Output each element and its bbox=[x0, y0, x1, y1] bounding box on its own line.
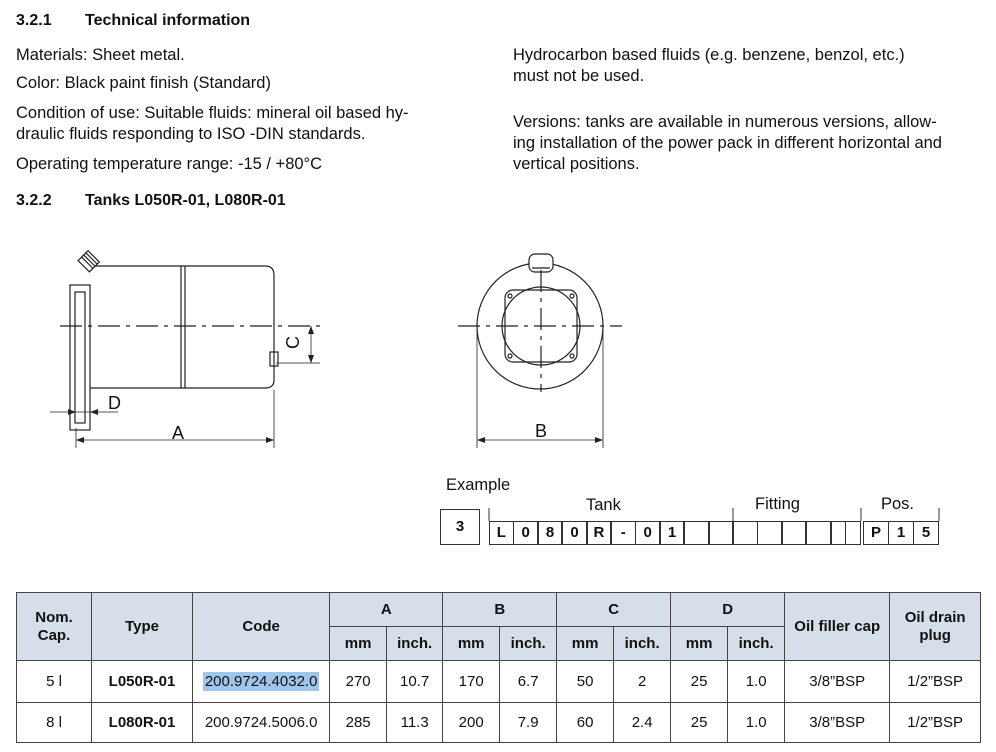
cell-d-inch: 1.0 bbox=[728, 703, 785, 743]
cell-a-mm: 285 bbox=[330, 703, 387, 743]
versions-text-line1: Versions: tanks are available in numerous versions, allow- bbox=[513, 113, 937, 131]
cell-b-inch: 6.7 bbox=[500, 661, 557, 703]
code-char-box: L bbox=[489, 521, 514, 545]
versions-text-line3: vertical positions. bbox=[513, 155, 640, 173]
condition-text-line1: Condition of use: Suitable fluids: mineral oil based hy- bbox=[16, 104, 409, 122]
cell-c-inch: 2 bbox=[614, 661, 671, 703]
section-number: 3.2.1 bbox=[16, 12, 52, 29]
example-title: Example bbox=[446, 476, 511, 494]
code-char-box bbox=[806, 521, 831, 545]
versions-text-line2: ing installation of the power pack in different horizontal and bbox=[513, 134, 942, 152]
dimension-d-label: D bbox=[108, 393, 121, 413]
header-a-mm: mm bbox=[330, 627, 387, 661]
cell-c-inch: 2.4 bbox=[614, 703, 671, 743]
section-title: Technical information bbox=[85, 12, 251, 29]
cell-code[interactable]: 200.9724.5006.0 bbox=[193, 703, 330, 743]
code-char-box: - bbox=[611, 521, 636, 545]
code-char-box: P bbox=[863, 521, 889, 545]
cell-oil-filler: 3/8”BSP bbox=[785, 661, 890, 703]
tank-spec-table bbox=[16, 592, 981, 743]
header-c-mm: mm bbox=[557, 627, 614, 661]
temperature-text: Operating temperature range: -15 / +80°C bbox=[16, 155, 323, 173]
code-char-box: 0 bbox=[635, 521, 660, 545]
header-b-inch: inch. bbox=[500, 627, 557, 661]
header-b: B bbox=[443, 593, 557, 627]
fitting-label: Fitting bbox=[755, 495, 800, 513]
cell-a-inch: 10.7 bbox=[387, 661, 443, 703]
code-char-box bbox=[845, 521, 861, 545]
header-c: C bbox=[557, 593, 671, 627]
cell-d-mm: 25 bbox=[671, 703, 728, 743]
code-char-box bbox=[684, 521, 709, 545]
cell-c-mm: 50 bbox=[557, 661, 614, 703]
example-first-box: 3 bbox=[440, 509, 480, 545]
header-type: Type bbox=[92, 593, 193, 661]
cell-d-mm: 25 bbox=[671, 661, 728, 703]
header-d-mm: mm bbox=[671, 627, 728, 661]
code-char-box: 5 bbox=[913, 521, 939, 545]
header-d-inch: inch. bbox=[728, 627, 785, 661]
section2-number: 3.2.2 bbox=[16, 192, 52, 209]
cell-b-mm: 200 bbox=[443, 703, 500, 743]
hydrocarbon-text-line2: must not be used. bbox=[513, 67, 645, 85]
tank-front-view-drawing bbox=[450, 240, 630, 450]
code-char-box: R bbox=[587, 521, 612, 545]
cell-a-inch: 11.3 bbox=[387, 703, 443, 743]
cell-a-mm: 270 bbox=[330, 661, 387, 703]
color-text: Color: Black paint finish (Standard) bbox=[16, 74, 271, 92]
table-row bbox=[17, 703, 981, 743]
tank-body-shape bbox=[90, 266, 274, 388]
cell-cap: 8 l bbox=[17, 703, 92, 743]
pos-label: Pos. bbox=[881, 495, 915, 513]
dimension-b-label: B bbox=[535, 421, 548, 441]
header-oil-drain-plug: Oil drain plug bbox=[890, 593, 981, 661]
tank-side-view-drawing bbox=[0, 240, 330, 455]
cell-b-inch: 7.9 bbox=[500, 703, 557, 743]
materials-text: Materials: Sheet metal. bbox=[16, 46, 185, 64]
dimension-a-label: A bbox=[172, 423, 185, 443]
dimension-c-label: C bbox=[283, 336, 303, 349]
code-char-box bbox=[757, 521, 782, 545]
code-char-box bbox=[709, 521, 734, 545]
cell-oil-filler: 3/8”BSP bbox=[785, 703, 890, 743]
code-char-box bbox=[733, 521, 758, 545]
cell-c-mm: 60 bbox=[557, 703, 614, 743]
cell-oil-drain: 1/2”BSP bbox=[890, 661, 981, 703]
tank-label: Tank bbox=[586, 496, 621, 514]
cell-type: L080R-01 bbox=[92, 703, 193, 743]
code-char-box: 1 bbox=[660, 521, 685, 545]
code-char-box: 0 bbox=[513, 521, 538, 545]
code-char-box: 8 bbox=[538, 521, 563, 545]
cell-cap: 5 l bbox=[17, 661, 92, 703]
header-code: Code bbox=[193, 593, 330, 661]
cell-b-mm: 170 bbox=[443, 661, 500, 703]
cell-oil-drain: 1/2”BSP bbox=[890, 703, 981, 743]
header-a: A bbox=[330, 593, 443, 627]
header-oil-filler-cap: Oil filler cap bbox=[785, 593, 890, 661]
code-text-highlighted[interactable]: 200.9724.4032.0 bbox=[204, 673, 318, 690]
flange-shape bbox=[70, 285, 90, 430]
code-char-box: 0 bbox=[562, 521, 587, 545]
filler-cap-shape bbox=[529, 254, 553, 272]
cell-d-inch: 1.0 bbox=[728, 661, 785, 703]
cell-type: L050R-01 bbox=[92, 661, 193, 703]
header-nom-cap: Nom. Cap. bbox=[17, 593, 92, 661]
header-c-inch: inch. bbox=[614, 627, 671, 661]
header-a-inch: inch. bbox=[387, 627, 443, 661]
section2-title: Tanks L050R-01, L080R-01 bbox=[85, 192, 286, 209]
header-b-mm: mm bbox=[443, 627, 500, 661]
header-d: D bbox=[671, 593, 785, 627]
code-char-box: 1 bbox=[888, 521, 914, 545]
cell-code[interactable] bbox=[193, 661, 330, 703]
table-row bbox=[17, 661, 981, 703]
condition-text-line2: draulic fluids responding to ISO -DIN standards. bbox=[16, 125, 366, 143]
hydrocarbon-text-line1: Hydrocarbon based fluids (e.g. benzene, benzol, etc.) bbox=[513, 46, 905, 64]
code-char-box bbox=[782, 521, 807, 545]
